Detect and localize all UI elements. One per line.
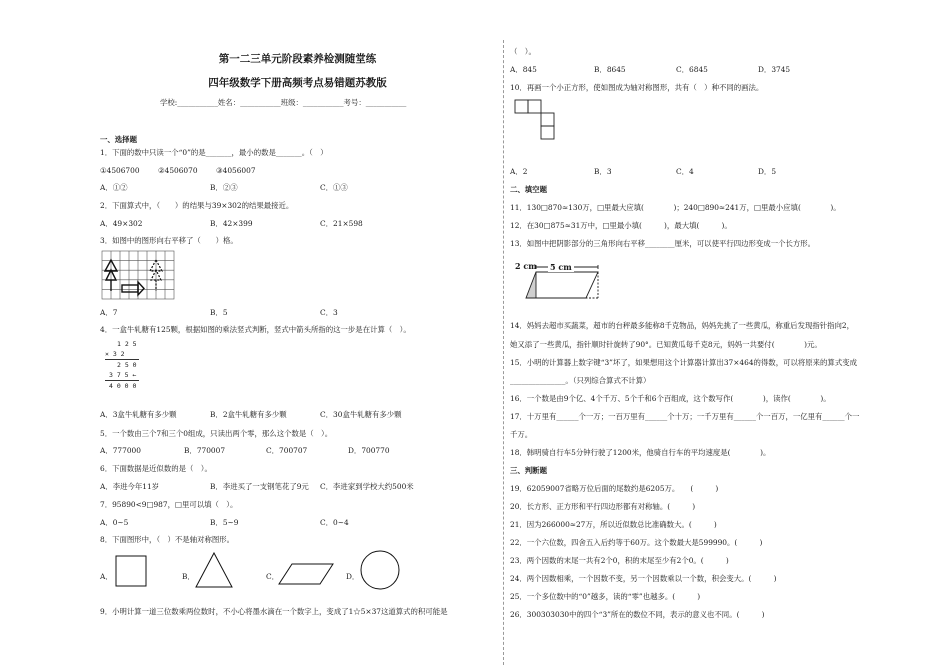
q10-option-a[interactable]: A．2 — [510, 167, 528, 176]
question-8: 8．下面图形中，（ ）不是轴对称图形。 — [100, 535, 235, 544]
question-22: 22．一个六位数，四舍五入后约等于60万。这个数最大是599990。( ) — [510, 538, 763, 547]
q3-option-b[interactable]: B．5 — [210, 308, 228, 317]
q2-option-c[interactable]: C．21×598 — [320, 219, 363, 228]
question-7: 7．95890<9□987，□里可以填（ ）。 — [100, 500, 238, 509]
question-26: 26．300303030中的四个“3”所在的数位不同，表示的意义也不同。( ) — [510, 610, 765, 619]
q9-option-a[interactable]: A．845 — [510, 65, 537, 74]
triangle-shape-icon — [195, 552, 233, 588]
q13-label-5cm: 5 cm — [550, 262, 572, 272]
q4-option-b[interactable]: B．2盒牛轧糖有多少颗 — [210, 410, 287, 419]
question-25: 25．一个多位数中的“0”越多，读的“零”也越多。( ) — [510, 592, 701, 601]
question-21: 21．因为266000≈27万，所以近似数总比准确数大。( ) — [510, 520, 717, 529]
q1-option-b[interactable]: B．②③ — [210, 183, 238, 192]
calc-line-3: 2 5 0 — [117, 361, 137, 369]
question-24: 24．两个因数相乘，一个因数不变，另一个因数乘以一个数，积会变大。( ) — [510, 574, 777, 583]
question-18: 18．韩明骑自行车5分钟行驶了1200米，他骑自行车的平均速度是( )。 — [510, 448, 771, 457]
q1-option-a[interactable]: A．①② — [100, 183, 128, 192]
q10-option-b[interactable]: B．3 — [594, 167, 612, 176]
section-choice-heading: 一、选择题 — [100, 135, 137, 144]
question-12: 12．在30□875≈31万中，□里最小填( )，最大填( )。 — [510, 221, 732, 230]
title-sub: 四年级数学下册高频考点易错题苏教版 — [208, 77, 387, 89]
question-11: 11．130□870≈130万，□里最大应填( )；240□890≈241万，□里最小应填( )。 — [510, 203, 841, 212]
question-9-continued: （ ）。 — [510, 47, 536, 56]
parallelogram-shape-icon — [278, 563, 334, 585]
calc-line-5: 4 0 0 0 — [109, 382, 137, 390]
question-19: 19．62059007省略万位后面的尾数约是6205万。 ( ) — [510, 484, 719, 493]
q1-option-c[interactable]: C．①③ — [320, 183, 348, 192]
q5-option-d[interactable]: D．700770 — [348, 446, 390, 455]
q5-option-a[interactable]: A．777000 — [100, 446, 141, 455]
question-6: 6．下面数据是近似数的是（ ）。 — [100, 464, 212, 473]
q2-option-a[interactable]: A．49×302 — [100, 219, 143, 228]
q9-option-c[interactable]: C．6845 — [676, 65, 708, 74]
q1-number-2: ②4506070 — [158, 166, 198, 175]
q4-option-c[interactable]: C．30盒牛轧糖有多少颗 — [320, 410, 402, 419]
question-5: 5．一个数由三个7和三个0组成，只读出两个零，那么这个数是（ ）。 — [100, 429, 333, 438]
question-14-line-2: 她又添了一些黄瓜，指针顺时针旋转了90°。已知黄瓜每千克8元，妈妈一共要付( )元。 — [510, 340, 822, 349]
q5-option-c[interactable]: C．700707 — [266, 446, 308, 455]
q8-option-a[interactable]: A． — [100, 572, 113, 581]
question-4: 4．一盒牛轧糖有125颗，根据如图的乘法竖式判断，竖式中箭头所指的这一步是在计算（ ）。 — [100, 325, 411, 334]
question-2: 2．下面算式中，（ ）的结果与39×302的结果最接近。 — [100, 201, 294, 210]
question-17-line-2: 千万。 — [510, 430, 533, 439]
q9-option-d[interactable]: D．3745 — [758, 65, 791, 74]
question-3: 3．如图中的图形向右平移了（ ）格。 — [100, 236, 238, 245]
section-judge-heading: 三、判断题 — [510, 466, 547, 475]
q7-option-c[interactable]: C．0~4 — [320, 518, 349, 527]
square-figure — [514, 99, 554, 141]
q8-option-d[interactable]: D． — [346, 572, 360, 581]
calc-line-1: 1 2 5 — [117, 340, 137, 348]
student-info-line: 学校:___________姓名：___________班级：___________考号：___________ — [160, 98, 407, 107]
q8-option-c[interactable]: C． — [266, 572, 280, 581]
q3-option-c[interactable]: C．3 — [320, 308, 338, 317]
q10-option-d[interactable]: D．5 — [758, 167, 777, 176]
question-10: 10．再画一个小正方形，使如图成为轴对称图形，共有（ ）种不同的画法。 — [510, 83, 764, 92]
translation-grid-figure — [102, 251, 174, 299]
question-15-line-1: 15．小明的计算器上数字键“3”坏了，如果想用这个计算器计算出37×464的得数，可以将原来的算式变成 — [510, 358, 857, 367]
question-20: 20．长方形、正方形和平行四边形都有对称轴。( ) — [510, 502, 696, 511]
title-main: 第一二三单元阶段素养检测随堂练 — [218, 53, 377, 65]
q3-option-a[interactable]: A．7 — [100, 308, 118, 317]
q2-option-b[interactable]: B．42×399 — [210, 219, 253, 228]
question-9: 9．小明计算一道三位数乘两位数时，不小心将墨水滴在一个数字上，变成了1☆5×37这道算式的积可能是 — [100, 607, 448, 616]
question-23: 23．两个因数的末尾一共有2个0，积的末尾至少有2个0。( ) — [510, 556, 729, 565]
question-15-line-2: _______________。（只列综合算式不计算） — [510, 376, 651, 385]
q10-option-c[interactable]: C．4 — [676, 167, 694, 176]
column-divider — [503, 40, 504, 665]
q1-number-3: ③4056007 — [216, 166, 256, 175]
q1-number-1: ①4506700 — [100, 166, 140, 175]
q6-option-a[interactable]: A．李进今年11岁 — [100, 482, 160, 491]
circle-shape-icon — [360, 550, 400, 590]
q8-option-b[interactable]: B． — [182, 572, 195, 581]
calc-line-4: 3 7 5 ← — [109, 371, 137, 379]
q9-option-b[interactable]: B．8645 — [594, 65, 626, 74]
question-1: 1．下面的数中只读一个“0”的是_______，最小的数是_______。（ ） — [100, 148, 328, 157]
q6-option-b[interactable]: B．李进买了一支钢笔花了9元 — [210, 482, 309, 491]
question-17-line-1: 17．十万里有______个一万；一百万里有______个十万；一千万里有______个一百万，一亿里有______个一 — [510, 412, 860, 421]
question-13: 13．如图中把阴影部分的三角形向右平移________厘米，可以使平行四边形变成一个长方形。 — [510, 239, 816, 248]
question-14-line-1: 14．妈妈去超市买蔬菜，超市的台秤最多能称8千克物品，妈妈先挑了一些黄瓜，称重后发现指针指向2， — [510, 321, 855, 330]
section-fill-heading: 二、填空题 — [510, 185, 547, 194]
q7-option-a[interactable]: A．0~5 — [100, 518, 129, 527]
q13-label-2cm: 2 cm — [515, 261, 537, 271]
q4-option-a[interactable]: A．3盒牛轧糖有多少颗 — [100, 410, 177, 419]
q7-option-b[interactable]: B．5~9 — [210, 518, 239, 527]
q5-option-b[interactable]: B．770007 — [184, 446, 226, 455]
square-shape-icon — [115, 555, 147, 587]
q6-option-c[interactable]: C．李进家到学校大约500米 — [320, 482, 414, 491]
calc-line-2: × 3 2 — [105, 350, 125, 358]
question-16: 16．一个数是由9个亿、4个千万、5个千和6个百组成，这个数写作( )，读作( )。 — [510, 394, 831, 403]
